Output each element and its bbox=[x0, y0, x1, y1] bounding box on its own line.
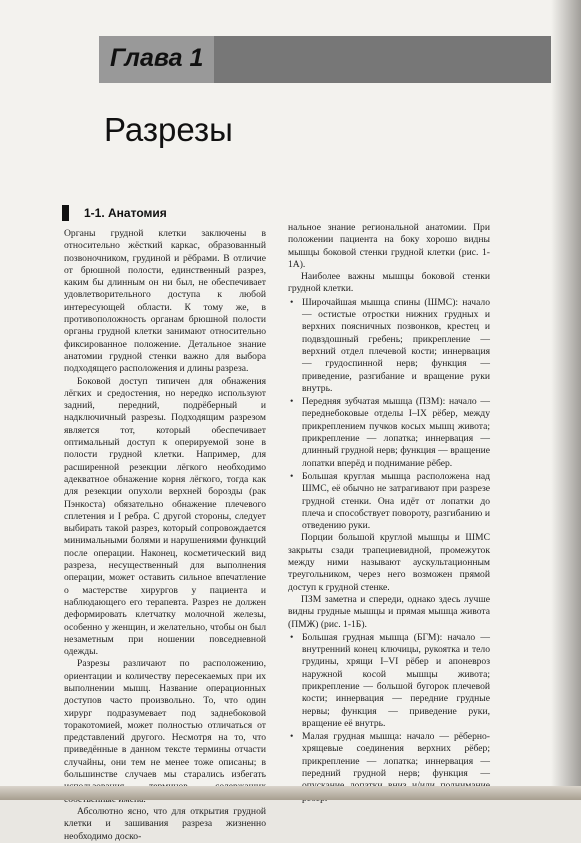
bullet-icon: • bbox=[290, 396, 294, 408]
paragraph: Порции большой круглой мышцы и ШМС закрыты сзади трапециевидной, промежуток между ними называют аускультационным треугольником, через него возможен прямой доступ к грудной стенке. bbox=[288, 532, 490, 593]
bullet-icon: • bbox=[290, 731, 294, 743]
paragraph: ПЗМ заметна и спереди, однако здесь лучше видны грудные мышцы и прямая мышца живота (ПМЖ) (рис. 1-1Б). bbox=[288, 593, 490, 630]
paragraph: Абсолютно ясно, что для открытия грудной клетки и зашивания разреза жизненно необходимо доско- bbox=[64, 805, 266, 842]
page-edge-shadow bbox=[551, 0, 581, 800]
chapter-label: Глава 1 bbox=[110, 44, 204, 72]
muscle-list bbox=[288, 632, 490, 805]
list-item: • Большая круглая мышца расположена над ШМС, её обычно не затрагивают при разрезе грудной стенки. Она идёт от лопатки до плеча и способствует повороту, разгибанию и отведению руки. bbox=[290, 470, 490, 532]
paragraph: Органы грудной клетки заключены в относительно жёсткий каркас, образованный позвоночником, грудиной и рёбрами. В отличие от брюшной полости, единственный разрез, каким бы длинным он ни был, не обеспечивает удовлетворительного доступа к любой интересующей области. К тому же, в противоположность органам брюшной полости органы грудной клетки занимают относительно фиксированное положение. Детальное знание анатомии грудной стенки важно для выбора подходящего расположения и длины разреза. bbox=[64, 228, 266, 375]
paragraph: Боковой доступ типичен для обнажения лёгких и средостения, но нередко используют задний, передний, подрёберный и надключичный разрезы. Подходящим разрезом является тот, который обеспечивает оптимальный доступ к оперируемой зоне в полости грудной клетки. Например, для расширенной резекции лёгкого необходимо адекватное обнажение корня лёгкого, тогда как для резекции опухоли верхней борозды (рак Пэнкоста) обязательно обнажение плечевого сплетения и I ребра. С другой стороны, следует выбирать такой разрез, который сопровождается минимальными болями и нарушениями функций после операции. Наконец, косметический вид разреза, несущественный для выполнения операции, может оставить сильное впечатление о мастерстве хирургов у пациента и наблюдающего его терапевта. Разрез не должен деформировать клетчатку молочной железы, особенно у женщин, и желательно, чтобы он был незаметным при ношении повседневной одежды. bbox=[64, 375, 266, 658]
list-item: • Передняя зубчатая мышца (ПЗМ): начало — переднебоковые отделы I–IX рёбер, между прикреплением пучков косых мышц живота; прикрепление — лопатка; иннервация — длинный грудной нерв; функция — вращение лопатки вперёд и поднимание рёбер. bbox=[290, 396, 490, 469]
list-item: • Широчайшая мышца спины (ШМС): начало — остистые отростки нижних грудных и верхних поясничных позвонков, крестец и подвздошный гребень; прикрепление — верхний отдел плечевой кости; иннервация — грудоспинной нерв; функция — приведение, разгибание и вращение руки внутрь. bbox=[290, 296, 490, 394]
muscle-list bbox=[288, 297, 490, 533]
bullet-icon: • bbox=[290, 470, 294, 482]
list-item: • Малая грудная мышца: начало — рёберно-хрящевые соединения верхних рёбер; прикрепление — лопатка; иннервация — передний грудной нерв; функция — bbox=[290, 731, 490, 780]
left-column bbox=[64, 228, 266, 843]
paragraph: Разрезы различают по расположению, ориентации и количеству пересекаемых при их выполнении мышц. Название операционных доступов часто произвольно. То, что один хирург подразумевает под заднебоковой торакотомией, может полностью отличаться от представлений другого. Несмотря на то, что приведённые в данном тексте термины отчасти случайны, они тем не менее тоже описаны; в большинстве случаев мы старались избегать bbox=[64, 658, 266, 781]
paragraph: Наиболее важны мышцы боковой стенки грудной клетки. bbox=[288, 271, 490, 295]
chapter-title: Разрезы bbox=[104, 111, 233, 148]
section-heading: 1-1. Анатомия bbox=[84, 206, 167, 220]
bullet-icon: • bbox=[290, 631, 294, 643]
bullet-icon: • bbox=[290, 296, 294, 308]
right-column bbox=[288, 222, 490, 805]
page-bottom-edge bbox=[0, 786, 581, 800]
section-marker bbox=[62, 205, 69, 221]
paragraph: нальное знание региональной анатомии. При положении пациента на боку хорошо видны мышцы боковой стенки грудной клетки (рис. 1-1А). bbox=[288, 222, 490, 270]
list-item: • Большая грудная мышца (БГМ): начало — внутренний конец ключицы, рукоятка и тело грудины, хрящи I–VI рёбер и апоневроз наружной косой мышцы живота; прикрепление — большой бугорок плечевой кости; иннервация — передние грудные нервы; функция — приведение руки, вращение её внутрь. bbox=[290, 631, 490, 729]
